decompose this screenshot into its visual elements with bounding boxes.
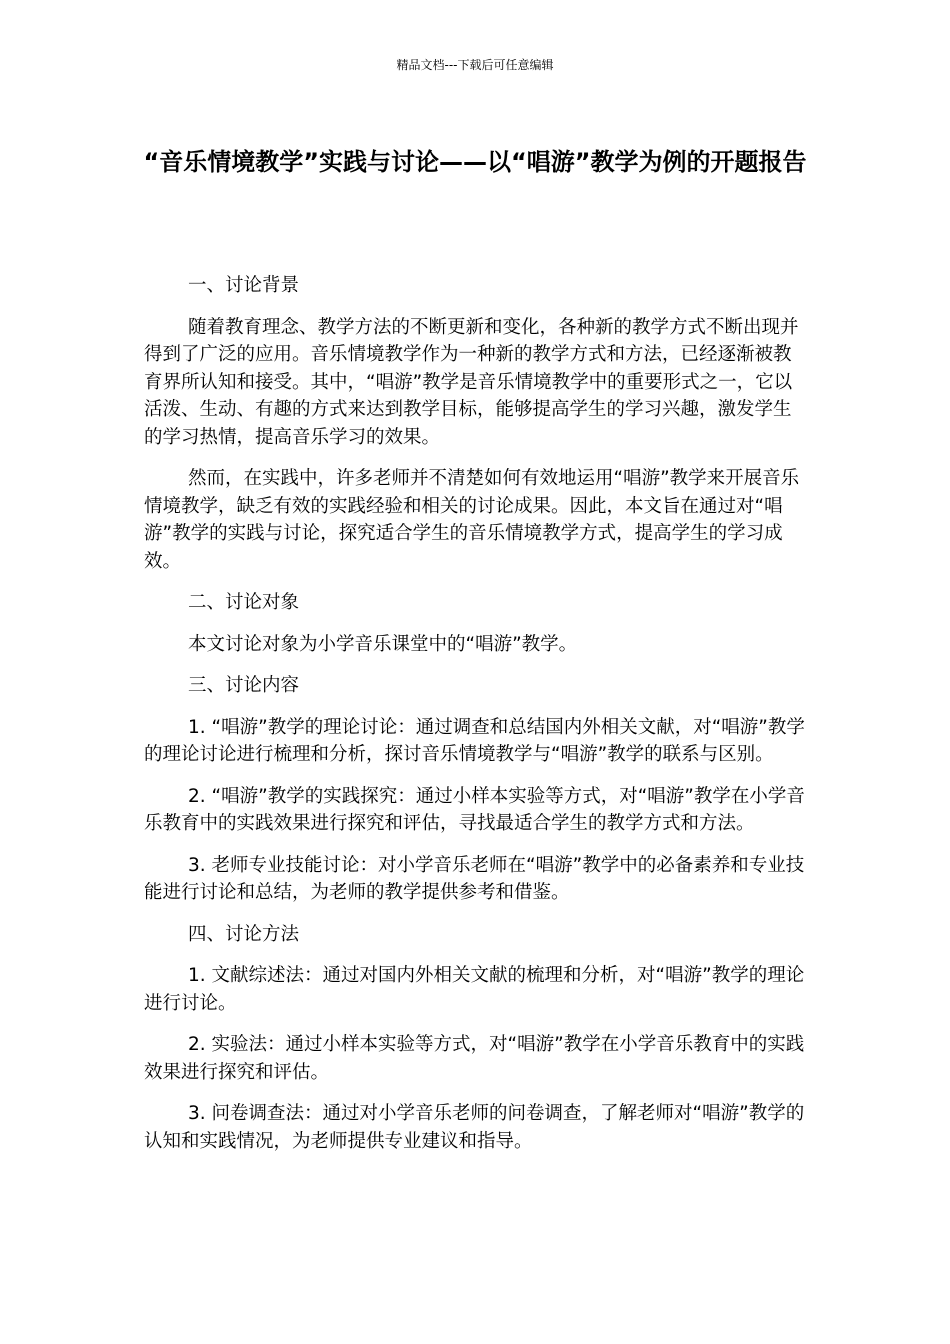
section-heading-content: 三、讨论内容 <box>188 675 300 696</box>
content-item-2: 2. “唱游”教学的实践探究：通过小样本实验等方式，对“唱游”教学在小学音乐教育中的实践效果进行探究和评估，寻找最适合学生的教学方式和方法。 <box>144 785 805 834</box>
section-heading-background: 一、讨论背景 <box>188 275 300 296</box>
method-item-3: 3. 问卷调查法：通过对小学音乐老师的问卷调查，了解老师对“唱游”教学的认知和实践情况，为老师提供专业建议和指导。 <box>144 1103 805 1152</box>
document-body <box>144 272 808 1169</box>
section-heading-methods: 四、讨论方法 <box>188 923 300 945</box>
section-heading-object: 二、讨论对象 <box>188 592 300 613</box>
content-item-3: 3. 老师专业技能讨论：对小学音乐老师在“唱游”教学中的必备素养和专业技能进行讨论和总结，为老师的教学提供参考和借鉴。 <box>144 854 805 903</box>
document-title: “音乐情境教学”实践与讨论——以“唱游”教学为例的开题报告 <box>143 148 807 176</box>
object-paragraph-1: 本文讨论对象为小学音乐课堂中的“唱游”教学。 <box>188 633 578 655</box>
method-item-2: 2. 实验法：通过小样本实验等方式，对“唱游”教学在小学音乐教育中的实践效果进行探究和评估。 <box>144 1034 805 1083</box>
page-header-note: 精品文档---下载后可任意编辑 <box>396 58 554 72</box>
content-item-1: 1. “唱游”教学的理论讨论：通过调查和总结国内外相关文献，对“唱游”教学的理论讨论进行梳理和分析，探讨音乐情境教学与“唱游”教学的联系与区别。 <box>144 716 805 765</box>
background-paragraph-1: 随着教育理念、教学方法的不断更新和变化，各种新的教学方式不断出现并得到了广泛的应用。音乐情境教学作为一种新的教学方式和方法，已经逐渐被教育界所认知和接受。其中，“唱游”教学是音乐情境教学中的重要形式之一，它以活泼、生动、有趣的方式来达到教学目标，能够提高学生的学习兴趣，激发学生的学习热情，提高音乐学习的效果。 <box>144 316 799 448</box>
background-paragraph-2: 然而，在实践中，许多老师并不清楚如何有效地运用“唱游”教学来开展音乐情境教学，缺乏有效的实践经验和相关的讨论成果。因此，本文旨在通过对“唱游”教学的实践与讨论，探究适合学生的音乐情境教学方式，提高学生的学习成效。 <box>144 468 800 572</box>
method-item-1: 1. 文献综述法：通过对国内外相关文献的梳理和分析，对“唱游”教学的理论进行讨论。 <box>144 965 805 1014</box>
